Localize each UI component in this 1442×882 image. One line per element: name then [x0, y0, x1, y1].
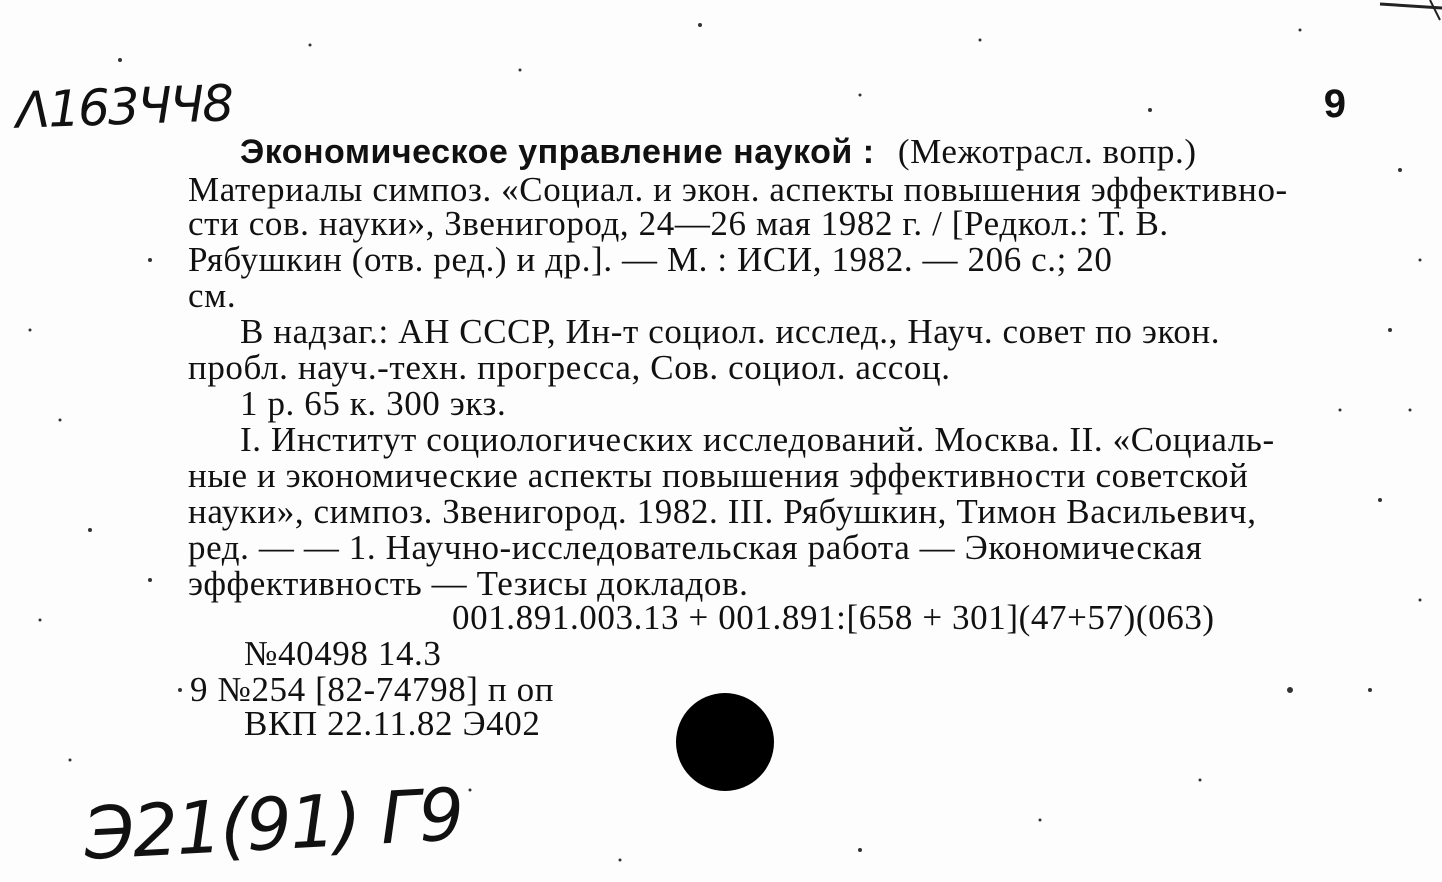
udc-index: 001.891.003.13 + 001.891:[658 + 301](47+57)(063)	[452, 598, 1215, 637]
registry-line: ВКП 22.11.82 Э402	[244, 704, 541, 743]
handwritten-shelf-mark: Λ163ЧЧ8	[15, 74, 233, 140]
registry-line: №40498 14.3	[244, 634, 442, 673]
text-line: эффективность — Тезисы докладов.	[188, 564, 749, 603]
card-number: 9	[1323, 82, 1346, 126]
text-line: пробл. науч.-техн. прогресса, Сов. социол. ассоц.	[188, 348, 951, 387]
text-line: ные и экономические аспекты повышения эффективности советской	[188, 456, 1249, 495]
title-subtitle: (Межотрасл. вопр.)	[897, 132, 1197, 171]
text-line: ред. — — 1. Научно-исследовательская работа — Экономическая	[188, 528, 1203, 567]
text-line: В надзаг.: АН СССР, Ин-т социол. исслед., Науч. совет по экон.	[240, 312, 1221, 351]
text-line: Рябушкин (отв. ред.) и др.]. — М. : ИСИ, 1982. — 206 с.; 20	[188, 240, 1113, 279]
title-line	[240, 133, 1197, 171]
text-line: I. Институт социологических исследований. Москва. II. «Социаль-	[240, 420, 1275, 459]
text-line: сти сов. науки», Звенигород, 24—26 мая 1982 г. / [Редкол.: Т. В.	[188, 204, 1169, 243]
text-line: см.	[188, 276, 237, 315]
text-line: Материалы симпоз. «Социал. и экон. аспекты повышения эффективно-	[188, 170, 1288, 209]
handwritten-classification: Э21(91) Г9	[82, 772, 465, 876]
book-title: Экономическое управление наукой :	[240, 133, 875, 171]
text-line: науки», симпоз. Звенигород. 1982. III. Рябушкин, Тимон Васильевич,	[188, 492, 1257, 531]
punch-hole	[676, 693, 774, 791]
registry-line: 9 №254 [82-74798] п оп	[190, 670, 555, 709]
price-line: 1 р. 65 к. 300 экз.	[240, 384, 507, 423]
